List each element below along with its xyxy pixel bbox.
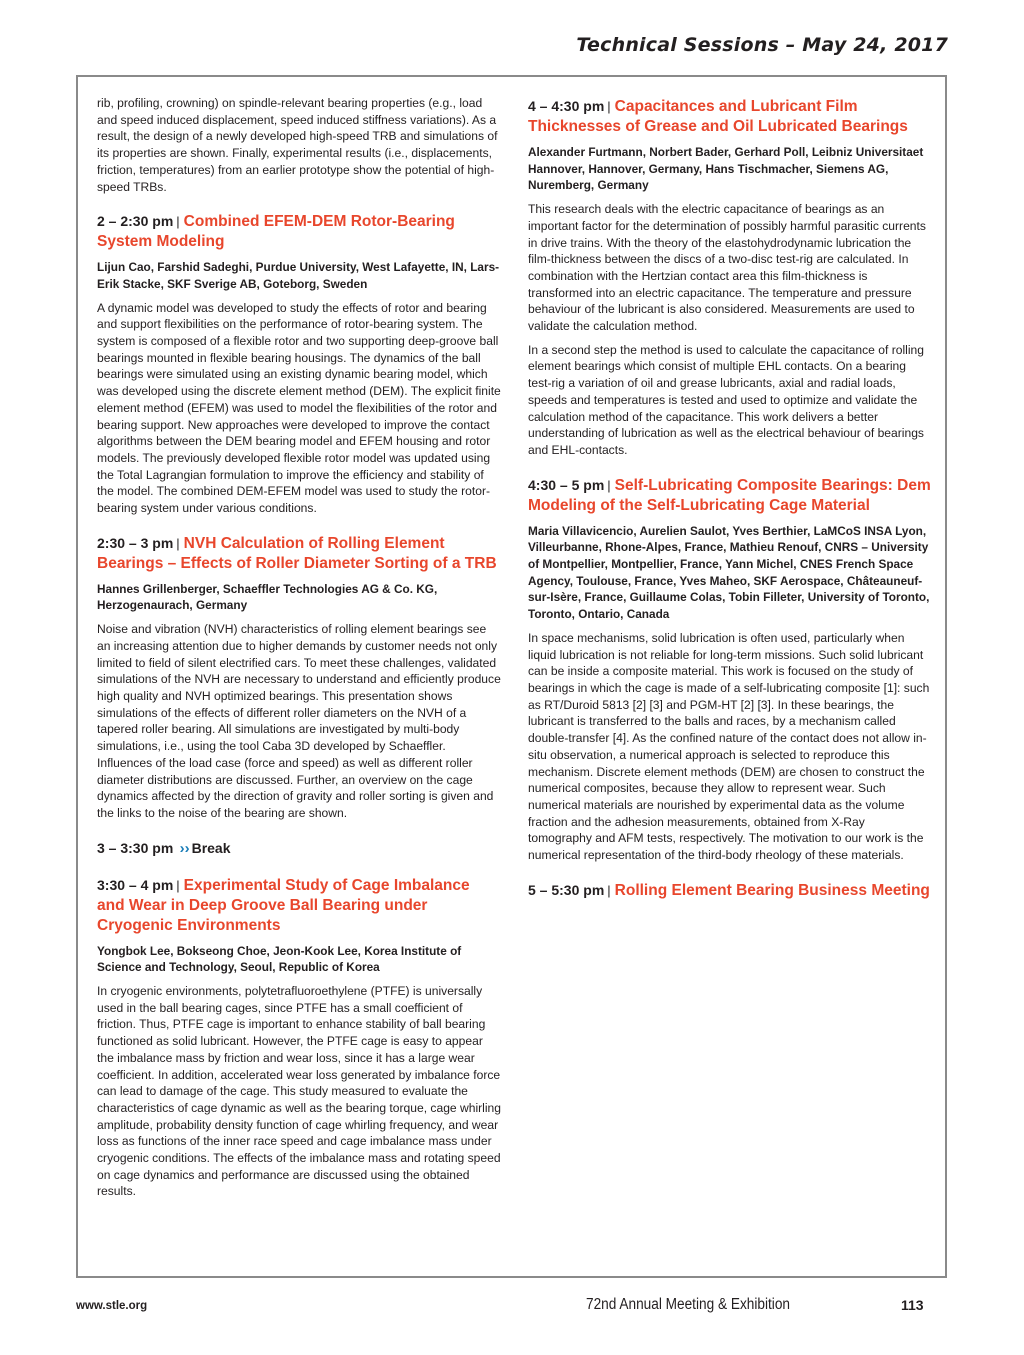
break-label: Break: [191, 839, 231, 856]
session-heading: [97, 533, 501, 574]
session-time: 4 – 4:30 pm: [528, 98, 605, 114]
session-title: NVH Calculation of Rolling Element Bearings – Effects of Roller Diameter Sorting of a TRB: [97, 534, 497, 572]
session-title: Capacitances and Lubricant Film Thicknesses of Grease and Oil Lubricated Bearings: [528, 98, 908, 135]
session-time: 5 – 5:30 pm: [528, 881, 605, 898]
footer-url: www.stle.org: [76, 1300, 148, 1312]
session-abstract: Noise and vibration (NVH) characteristics of rolling element bearings see an increasing attention due to higher demands by customer needs not only limited to field of silent electrified cars. To meet these challenges, validated simulations of the NVH are necessary to understand and efficiently produce high quality and NVH optimized bearings. This presentation shows simulations of the effects of different roller diameters on the NVH of a tapered roller bearing. All simulations are investigated by multi-body simulations, i.e., using the tool Caba 3D developed by Schaeffler. Influences of the load case (force and speed) as well as different roller diameter distributions are discussed. Further, an overview on the cage dynamics affected by the direction of gravity and roller sorting is given and the links to the noise of the bearing are shown.: [97, 622, 501, 820]
session-abstract-continued: In a second step the method is used to calculate the capacitance of rolling element bearings which consist of multiple EHL contacts. On a bearing test-rig a variation of oil and grease lubricants, axial and radial loads, speeds and temperatures is tested and used to optimize and validate the calculation method of the capacitance. This work delivers a better understanding of lubrication as well as the electrical behaviour of bearings and EHL-contacts.: [528, 342, 924, 457]
session-authors: Hannes Grillenberger, Schaeffler Technologies AG & Co. KG, Herzogenaurach, Germany: [97, 581, 438, 613]
break-block: [97, 838, 501, 859]
page-number: 113: [901, 1297, 924, 1313]
session-heading: [97, 875, 501, 936]
separator-bar: |: [607, 99, 611, 114]
page-header-title: Technical Sessions – May 24, 2017: [576, 34, 948, 56]
right-column: [528, 96, 932, 908]
session-title: Rolling Element Bearing Business Meeting: [614, 881, 930, 899]
session-title: Combined EFEM-DEM Rotor-Bearing System Modeling: [97, 213, 455, 251]
session-title: Experimental Study of Cage Imbalance and Wear in Deep Groove Ball Bearing under Cryogenic Environments: [97, 876, 470, 934]
session-time: 4:30 – 5 pm: [528, 476, 605, 493]
content-frame: [76, 75, 947, 1278]
separator-bar: |: [176, 535, 180, 551]
session-time: 2 – 2:30 pm: [97, 213, 174, 230]
session-heading: [528, 96, 932, 137]
double-chevron-right-icon: ››: [179, 839, 190, 857]
session-heading: [528, 880, 932, 901]
separator-bar: |: [176, 214, 180, 230]
separator-bar: |: [176, 877, 180, 893]
session-block: [97, 211, 501, 517]
session-abstract: A dynamic model was developed to study the effects of rotor and bearing and support flexibilities on the performance of rotor-bearing system. The system is composed of a flexible rotor and two supporting deep-groove ball bearings mounted in flexible bearing housings. The dynamics of the ball bearings were simulated using an existing dynamic bearing model, which was developed using the discrete element method (DEM). The explicit finite element method (EFEM) was used to model the flexibilities of the rotor and bearing support. New approaches were developed to improve the contact algorithms between the DEM bearing model and EFEM housing and rotor models. The previously developed flexible rotor model was updated using the Total Lagrangian formulation to improve the efficiency and stability of the model. The combined DEM-EFEM model was used to study the rotor-bearing system under various conditions.: [97, 300, 501, 516]
session-heading: [97, 211, 501, 252]
break-heading: [97, 838, 501, 859]
session-block: [97, 533, 501, 822]
footer-meeting-name: 72nd Annual Meeting & Exhibition: [586, 1296, 790, 1313]
session-block: [97, 875, 501, 1201]
session-authors: Alexander Furtmann, Norbert Bader, Gerhard Poll, Leibniz Universitaet Hannover, Hannover, Germany, Hans Tischmacher, Siemens AG, Nuremberg, Germany: [528, 145, 924, 193]
session-block: [528, 96, 932, 459]
separator-bar: |: [607, 882, 611, 898]
session-block: [528, 880, 932, 901]
session-title: Self-Lubricating Composite Bearings: Dem Modeling of the Self-Lubricating Cage Material: [528, 476, 931, 514]
session-authors: Maria Villavicencio, Aurelien Saulot, Yves Berthier, LaMCoS INSA Lyon, Villeurbanne, Rhone-Alpes, France, Mathieu Renouf, CNRS – University of Montpellier, Montpellier, France, Yann Michel, CNES French Space Agency, Toulouse, France, Yves Maheo, SKF Aerospace, Châteauneuf-sur-Isère, France, Guillaume Colas, Tobin Filleter, University of Toronto, Toronto, Ontario, Canada: [528, 523, 930, 622]
session-abstract: In space mechanisms, solid lubrication is often used, particularly when liquid lubrication is not reliable for long-term missions. Such solid lubricant can be inside a composite material. This work is focused on the study of bearings in which the cage is made of a self-lubricating composite [1]: such as RT/Duroid 5813 [2] [3] and PGM-HT [2] [3]. In these bearings, the lubricant is transferred to the balls and races, by a mechanism called double-transfer [4]. As the confined nature of the contact does not allow in-situ observation, a numerical approach is selected to reproduce this mechanism. Discrete element methods (DEM) are chosen to construct the numerical composites, because they allow to represent wear. Such numerical materials are nourished by experimental data as the volume fraction and the adhesion measurements, obtained from X-Ray tomography and AFM tests, respectively. The motivation to our work is the numerical representation of the third-body rheology of these materials.: [528, 630, 930, 863]
intro-paragraph: rib, profiling, crowning) on spindle-relevant bearing properties (e.g., load and speed induced displacement, speed induced stiffness variations). As a result, the design of a newly developed high-speed TRB and simulations of its properties are shown. Finally, experimental results (i.e., displacements, friction, temperatures) from an earlier prototype show the potential of high-speed TRBs.: [97, 96, 498, 194]
left-column: [97, 95, 501, 1207]
separator-bar: |: [607, 477, 611, 493]
session-time: 3:30 – 4 pm: [97, 876, 174, 893]
session-abstract: This research deals with the electric capacitance of bearings as an important factor for the determination of possibly harmful parasitic currents in drive trains. With the theory of the elastohydrodynamic lubrication the film-thickness between the discs of a two-disc test-rig are calculated. In combination with the Hertzian contact area this film-thickness is transformed into an electric capacitance. The temperature and pressure behaviour of the lubricant is also considered. Measurements are used to validate the calculation method.: [528, 202, 926, 334]
session-authors: Yongbok Lee, Bokseong Choe, Jeon-Kook Lee, Korea Institute of Science and Technology, Seoul, Republic of Korea: [97, 943, 462, 975]
session-abstract: In cryogenic environments, polytetrafluoroethylene (PTFE) is universally used in the ball bearing cages, since PTFE has a small coefficient of friction. Thus, PTFE cage is important to enhance stability of ball bearing functioned as solid lubricant. However, the PTFE cage is easy to appear the imbalance mass by friction and wear loss, since it has a large wear coefficient. In addition, accelerated wear loss generated by imbalance force can lead to damage of the cage. This study measured to evaluate the characteristics of cage dynamic as well as the bearing torque, cage whirling amplitude, probability density function of cage whirling frequency, and wear loss as functions of the inner race speed and cage imbalance mass under cryogenic conditions. The effects of the imbalance mass and rotating speed on cage dynamics and performance are discussed using the obtained results.: [97, 984, 502, 1199]
session-time: 2:30 – 3 pm: [97, 534, 174, 551]
session-heading: [528, 475, 932, 516]
session-authors: Lijun Cao, Farshid Sadeghi, Purdue University, West Lafayette, IN, Lars-Erik Stacke, SKF Sverige AB, Goteborg, Sweden: [97, 260, 500, 291]
break-time: 3 – 3:30 pm: [97, 839, 174, 856]
session-block: [528, 475, 932, 864]
